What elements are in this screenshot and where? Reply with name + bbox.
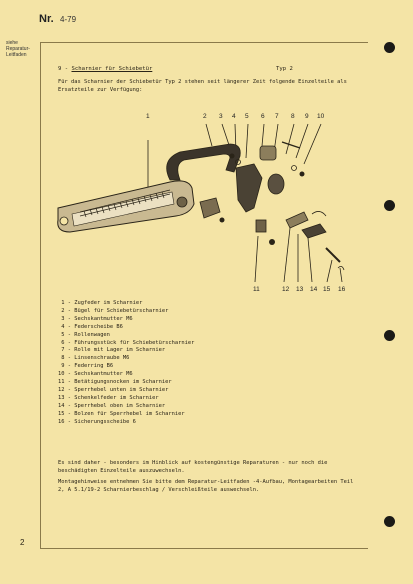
figure-callout: 16 [338, 286, 346, 293]
figure-callout: 14 [310, 286, 318, 293]
figure-callout: 12 [282, 286, 290, 293]
header-nr-value: 4-79 [60, 15, 77, 24]
parts-list-item: 6 - Führungsstück für Schiebetürscharnier [58, 339, 195, 346]
parts-list-item: 11 - Betätigungsnocken im Scharnier [58, 379, 172, 386]
parts-list-item: 10 - Sechskantmutter M6 [58, 371, 133, 378]
parts-list-item: 3 - Sechskantmutter M6 [58, 315, 133, 322]
figure-callout: 10 [317, 113, 325, 120]
parts-list-item: 5 - Rollenwagen [58, 331, 110, 338]
figure-callout: 1 [146, 113, 150, 120]
figure-callout: 15 [323, 286, 331, 293]
parts-list [58, 300, 194, 427]
figure-callout: 13 [296, 286, 304, 293]
assembly-note-paragraph: Montagehinweise entnehmen Sie bitte dem Reparatur-Leitfaden -4-Aufbau, Montagearbeiten Teil 2, A 5.1/19-2 Scharnierbeschlag / Verschleißteile auswechseln. [58, 479, 354, 493]
figure-callout: 9 [305, 113, 309, 120]
figure-callout: 5 [245, 113, 249, 120]
figure-callout: 7 [275, 113, 279, 120]
parts-list-item: 2 - Bügel für Schiebetürscharnier [58, 307, 169, 314]
figure-callout: 2 [203, 113, 207, 120]
punch-hole [384, 516, 395, 527]
parts-list-item: 4 - Federscheibe B6 [58, 323, 123, 330]
side-note-line: Reparatur- [6, 46, 30, 52]
frame-divider [40, 548, 368, 549]
page-number: 2 [20, 538, 25, 547]
repair-note-paragraph: Es sind daher - besonders im Hinblick auf kostengünstige Reparaturen - nur noch die beschädigten Einzelteile auszuwechseln. [58, 460, 328, 474]
parts-list-item: 7 - Rolle mit Lager im Scharnier [58, 347, 166, 354]
parts-list-item: 16 - Sicherungsscheibe 6 [58, 418, 136, 425]
section-title-text: Scharnier für Schiebetür [71, 66, 153, 72]
side-note-line: Leitfaden [6, 52, 27, 58]
parts-list-item: 1 - Zugfeder im Scharnier [58, 300, 143, 306]
parts-list-item: 8 - Linsenschraube M6 [58, 355, 130, 362]
frame-divider [40, 42, 41, 548]
parts-list-item: 14 - Sperrhebel oben im Scharnier [58, 402, 166, 409]
side-note-line: siehe [6, 40, 18, 46]
intro-text: Für das Scharnier der Schiebetür Typ 2 stehen seit längerer Zeit folgende Einzelteile als Ersatzteile zur Verfügung: [58, 79, 347, 93]
section-type: Typ 2 [276, 66, 293, 72]
figure-callout: 8 [291, 113, 295, 120]
punch-hole [384, 200, 395, 211]
figure-callout: 4 [232, 113, 236, 120]
punch-hole [384, 330, 395, 341]
parts-list-item: 9 - Federring B6 [58, 363, 114, 370]
parts-list-item: 12 - Sperrhebel unten im Scharnier [58, 386, 169, 393]
parts-list-item: 15 - Bolzen für Sperrhebel im Scharnier [58, 410, 185, 417]
section-number: 9 - [58, 66, 69, 72]
header-nr-label: Nr. [39, 13, 54, 25]
figure-callout: 3 [219, 113, 223, 120]
side-note [6, 40, 38, 58]
figure-callout: 6 [261, 113, 265, 120]
hinge-exploded-drawing [50, 108, 360, 293]
figure-callout: 11 [253, 286, 260, 293]
section-title [58, 66, 152, 72]
parts-list-item: 13 - Schenkelfeder im Scharnier [58, 394, 159, 401]
punch-hole [384, 42, 395, 53]
frame-divider [40, 42, 368, 43]
